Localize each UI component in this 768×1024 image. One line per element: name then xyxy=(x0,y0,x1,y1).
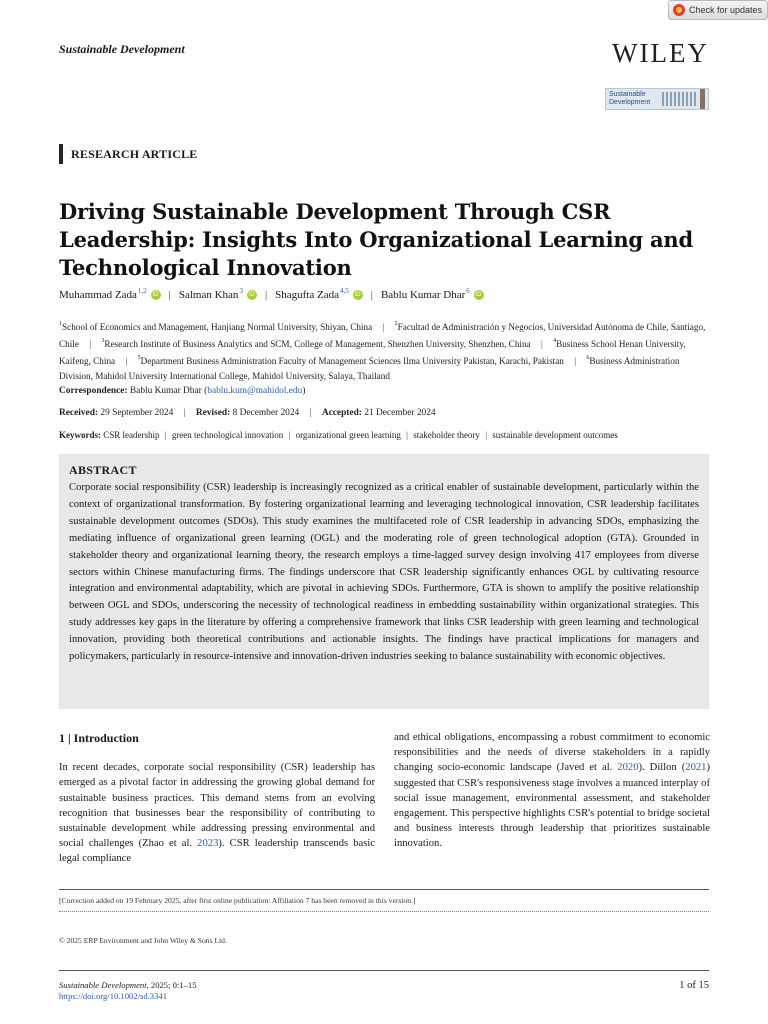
intro-text: In recent decades, corporate social responsibility (CSR) leadership has emerged as a pivotal factor in addressing the growing global demand for sustainable business practices. This demand stems from an evolving recognition that businesses bear the responsibility of contributing to sustainable development while addressing pressing environmental and social challenges (Zhao et al. xyxy=(59,762,375,850)
orcid-icon[interactable]: iD xyxy=(353,290,363,300)
keywords-label: Keywords: xyxy=(59,430,101,440)
affil-num: 1 xyxy=(59,321,62,327)
page-footer xyxy=(59,970,709,1001)
author-name[interactable]: Bablu Kumar Dhar xyxy=(380,289,466,301)
affiliation-4: Business School Henan University, Kaifeng, China xyxy=(59,338,686,366)
author-name[interactable]: Muhammad Zada xyxy=(59,289,137,301)
orcid-icon[interactable]: iD xyxy=(474,290,484,300)
affil-separator: | xyxy=(540,338,543,349)
revised-date: 8 December 2024 xyxy=(232,408,300,418)
revised-label: Revised: xyxy=(195,408,231,418)
affil-num: 6 xyxy=(586,354,590,361)
citation-link[interactable]: 2021 xyxy=(685,762,707,774)
cover-spine-icon xyxy=(700,89,705,109)
keyword-separator: | xyxy=(164,430,167,440)
orcid-icon[interactable]: iD xyxy=(247,290,257,300)
keywords xyxy=(59,430,709,440)
received-label: Received: xyxy=(59,408,99,418)
accepted-date: 21 December 2024 xyxy=(364,408,436,418)
author-2[interactable] xyxy=(179,289,257,301)
keyword[interactable]: CSR leadership xyxy=(103,430,160,440)
publisher-logo: WILEY xyxy=(612,38,709,68)
author-affil-sup[interactable]: 6 xyxy=(466,287,470,295)
footer-details: 2025; 0:1–15 xyxy=(148,980,197,990)
author-separator: | xyxy=(168,289,171,301)
affil-separator: | xyxy=(574,355,577,366)
author-affil-sup[interactable]: 4,5 xyxy=(339,287,349,295)
page-number: 1 of 15 xyxy=(679,980,709,991)
correction-note: [Correction added on 19 February 2025, after first online publication: Affiliation 7 has been removed in this version.] xyxy=(59,889,709,912)
intro-paragraph-2 xyxy=(394,730,710,852)
correspondence-email-link[interactable]: bablu.kum@mahidol.edu xyxy=(207,386,303,396)
author-name[interactable]: Shagufta Zada xyxy=(275,289,339,301)
doi-link[interactable]: https://doi.org/10.1002/sd.3341 xyxy=(59,991,167,1001)
author-separator: | xyxy=(264,289,268,301)
abstract-title: ABSTRACT xyxy=(69,463,137,477)
journal-cover-thumbnail xyxy=(605,88,709,110)
footer-journal: Sustainable Development, xyxy=(59,980,149,990)
accepted-label: Accepted: xyxy=(321,408,362,418)
intro-text: ). CSR leadership transcends basic legal compliance xyxy=(59,838,375,865)
keyword-separator: | xyxy=(406,430,408,440)
affiliation-6: Business Administration Division, Mahidol University International College, Mahidol University, Salaya, Thailand xyxy=(59,355,680,381)
affil-num: 4 xyxy=(553,337,557,344)
affil-separator: | xyxy=(125,355,128,366)
affil-separator: | xyxy=(89,338,92,349)
keyword[interactable]: organizational green learning xyxy=(295,430,401,440)
abstract-text: Corporate social responsibility (CSR) leadership is increasingly recognized as a critical enabler of sustainable development, particularly within the context of organizational transformation. By fostering organizational learning and leveraging technological innovation, CSR leadership facilitates sustainable development outcomes (SDOs). This study examines the multifaceted role of CSR leadership in advancing SDOs, emphasizing the mediating influence of organizational green learning (OGL) and the moderating role of green technological adoption (GTA). Grounded in stakeholder theory and organizational learning theory, the research employs a time-lagged survey design involving 417 employees from diverse sectors within Chinese manufacturing firms. The findings underscore that CSR leadership significantly enhances OGL by cultivating resource integration and environmental adaptability, which are pivotal in achieving SDOs. Furthermore, GTA is shown to amplify the positive relationship between OGL and SDOs, underscoring the necessity of technological readiness in embedding sustainability within organizational strategies. This study addresses key gaps in the literature by offering a comprehensive framework that links CSR leadership with green learning and technological innovation, providing both theoretical contributions and actionable insights. The findings have practical implications for managers and policymakers, particularly in resource-intensive and innovation-driven industries seeking to balance sustainability with economic objectives. xyxy=(69,482,699,663)
correspondence-label: Correspondence: xyxy=(59,386,128,396)
author-affil-sup[interactable]: 3 xyxy=(239,287,243,295)
affil-num: 3 xyxy=(101,337,105,344)
check-for-updates-label: Check for updates xyxy=(689,5,763,15)
article-title: Driving Sustainable Development Through CSR Leadership: Insights Into Organizational Learning and Technological Innovation xyxy=(59,199,693,280)
keyword[interactable]: stakeholder theory xyxy=(413,430,480,440)
intro-right-column xyxy=(394,730,710,852)
article-type-label: RESEARCH ARTICLE xyxy=(59,144,197,164)
author-separator: | xyxy=(370,289,373,301)
affil-num: 2 xyxy=(394,321,398,327)
author-list xyxy=(59,289,709,301)
footer-citation xyxy=(59,980,709,990)
keyword-separator: | xyxy=(288,430,291,440)
keyword-separator: | xyxy=(485,430,487,440)
affil-separator: | xyxy=(382,322,385,333)
crossmark-icon xyxy=(673,4,685,16)
received-date: 29 September 2024 xyxy=(100,408,174,418)
journal-thumb-text: Sustainable Development xyxy=(609,91,651,106)
affiliation-5: Department Business Administration Faculty of Management Sciences Ilma University Pakistan, Karachi, Pakistan xyxy=(140,355,564,366)
intro-text: ) suggested that CSR's responsiveness stage involves a nuanced interplay of social issue management, environmental assessment, and stakeholder engagement. This perspective highlights CSR's potential to bridge societal and business interests through leadership that prioritizes sustainable innovation. xyxy=(394,762,710,850)
date-separator: | xyxy=(309,408,312,418)
keyword[interactable]: green technological innovation xyxy=(171,430,284,440)
date-separator: | xyxy=(183,408,186,418)
affiliation-3: Research Institute of Business Analytics and SCM, College of Management, Shenzhen University, Shenzhen, China xyxy=(104,338,531,349)
author-name[interactable]: Salman Khan xyxy=(178,289,239,301)
affiliation-2: Facultad de Administración y Negocios, Universidad Autónoma de Chile, Santiago, Chile xyxy=(59,322,706,349)
citation-link[interactable]: 2023 xyxy=(197,838,219,850)
correspondence-close: ) xyxy=(302,386,306,396)
intro-text: ). Dillon ( xyxy=(638,762,686,774)
affiliation-1: School of Economics and Management, Hanjiang Normal University, Shiyan, China xyxy=(62,322,373,333)
section-heading-introduction: 1 | Introduction xyxy=(59,731,139,745)
orcid-icon[interactable]: iD xyxy=(151,290,161,300)
author-affil-sup[interactable]: 1,2 xyxy=(137,287,147,295)
check-for-updates-button[interactable] xyxy=(668,0,768,20)
affiliations xyxy=(59,318,711,383)
correspondence xyxy=(59,386,709,396)
abstract-box xyxy=(59,454,709,709)
erp-logo-icon xyxy=(662,92,696,106)
citation-link[interactable]: 2020 xyxy=(617,762,639,774)
affil-num: 5 xyxy=(137,354,141,361)
author-3[interactable] xyxy=(275,289,363,301)
intro-paragraph-1 xyxy=(59,760,375,866)
intro-left-column xyxy=(59,730,375,867)
correspondence-name: Bablu Kumar Dhar ( xyxy=(129,386,208,396)
journal-name: Sustainable Development xyxy=(59,42,185,56)
copyright: © 2025 ERP Environment and John Wiley & Sons Ltd. xyxy=(59,936,227,945)
author-4[interactable] xyxy=(381,289,484,301)
intro-text: and ethical obligations, encompassing a robust commitment to economic responsibilities and the needs of diverse stakeholders in a rapidly changing socio-economic landscape (Javed et al. xyxy=(394,732,710,774)
article-dates xyxy=(59,408,709,418)
author-1[interactable] xyxy=(59,289,161,301)
keyword[interactable]: sustainable development outcomes xyxy=(492,430,618,440)
